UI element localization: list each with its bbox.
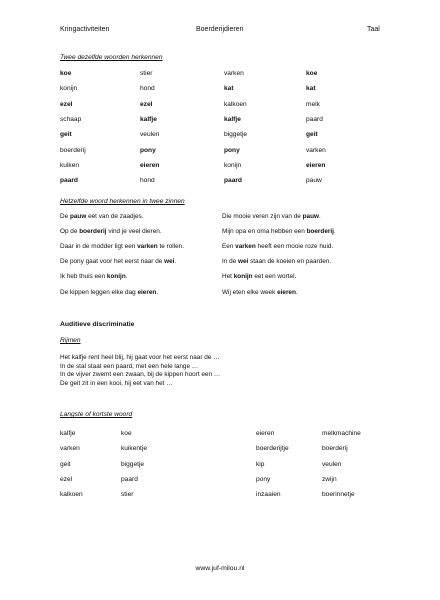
sentence-text: Op de xyxy=(60,228,80,236)
word-cell: hond xyxy=(140,177,155,185)
word-cell: pauw xyxy=(306,177,322,185)
word-row xyxy=(60,491,400,503)
word-cell: boerderij xyxy=(322,445,348,453)
sentence-left xyxy=(60,258,176,265)
highlighted-word: eieren xyxy=(277,288,296,296)
section-title-same-words: Twee dezelfde woorden herkennen xyxy=(60,54,163,61)
sentence-text: De kippen leggen elke dag xyxy=(60,288,138,296)
word-cell: schaap xyxy=(60,115,82,123)
sentence-left xyxy=(60,228,162,235)
section-title-auditory: Auditieve discriminatie xyxy=(60,321,135,328)
highlighted-word: wei xyxy=(238,258,249,266)
sentence-text: Die mooie veren zijn van de xyxy=(222,213,303,220)
sentence-text: . xyxy=(125,273,128,281)
word-cell: biggetje xyxy=(224,131,248,139)
sentence-text: . xyxy=(318,213,321,220)
word-row xyxy=(60,147,400,159)
footer-url: www.juf-milou.nl xyxy=(195,565,245,572)
sentence-text: Wij eten elke week xyxy=(222,288,278,296)
rhyme-line: De geit zit in een kooi, hij eet van het … xyxy=(60,379,173,387)
rhyme-line: In de stal staat een paard, met een hele lange … xyxy=(60,362,199,370)
word-cell: boerderijtje xyxy=(256,445,289,453)
word-cell: eieren xyxy=(256,430,275,437)
word-row xyxy=(60,461,400,473)
sentence-text: Ik heb thuis een xyxy=(60,273,107,281)
sentence-left xyxy=(60,273,128,280)
word-cell: hond xyxy=(140,85,155,93)
highlighted-word: varken xyxy=(235,243,256,251)
word-cell: kat xyxy=(224,85,234,93)
word-cell: geit xyxy=(60,131,72,139)
sentence-text: . xyxy=(174,258,177,266)
sentence-text: . xyxy=(295,288,298,296)
word-cell: veulen xyxy=(322,460,342,468)
word-cell: kip xyxy=(256,460,265,468)
sentence-left xyxy=(60,213,144,220)
rhyme-line: Het kalfje rent heel blij, hij gaat voor het eerst naar de … xyxy=(60,354,220,361)
sentence-text: te rollen. xyxy=(157,243,184,251)
sentence-text: heeft een mooie roze huid. xyxy=(255,243,334,251)
word-cell: stier xyxy=(140,70,153,77)
sentence-text: vind je veel dieren. xyxy=(106,228,162,236)
word-cell: kat xyxy=(306,85,316,93)
section-subtitle-rhyme: Rijmen xyxy=(60,337,81,344)
word-row xyxy=(60,445,400,457)
header-left: Kringactiviteiten xyxy=(60,26,110,33)
sentence-right xyxy=(222,289,298,296)
sentence-right xyxy=(222,243,333,250)
word-row xyxy=(60,162,400,174)
word-row xyxy=(60,131,400,143)
word-cell: ezel xyxy=(60,475,73,483)
word-row xyxy=(60,476,400,488)
word-cell: paard xyxy=(224,177,242,185)
word-cell: kuiken xyxy=(60,161,80,169)
word-cell: kalfje xyxy=(60,430,76,437)
word-cell: kalkoen xyxy=(60,491,83,499)
word-cell: geit xyxy=(60,460,71,468)
sentence-text: Daar in de modder ligt een xyxy=(60,243,138,251)
word-cell: biggetje xyxy=(121,460,145,468)
word-cell: inzaaien xyxy=(256,491,281,499)
word-cell: konijn xyxy=(224,161,242,169)
sentence-right xyxy=(222,213,321,220)
highlighted-word: varken xyxy=(137,243,158,251)
word-cell: pony xyxy=(224,146,240,154)
word-cell: pony xyxy=(140,146,156,154)
sentence-left xyxy=(60,289,158,296)
word-cell: ezel xyxy=(140,100,153,108)
word-cell: konijn xyxy=(60,85,78,93)
sentence-text: Mijn opa en oma hebben een xyxy=(222,228,307,236)
word-row xyxy=(60,430,400,442)
word-row xyxy=(60,70,400,82)
word-cell: varken xyxy=(306,146,326,154)
sentence-left xyxy=(60,243,184,250)
sentence-text: De pony gaat voor het eerst naar de xyxy=(60,258,165,266)
highlighted-word: konijn xyxy=(233,273,253,281)
word-row xyxy=(60,177,400,189)
word-cell: pony xyxy=(256,475,271,483)
sentence-right xyxy=(222,228,336,235)
word-cell: koe xyxy=(306,70,318,77)
word-cell: melkmachine xyxy=(322,430,361,437)
word-cell: paard xyxy=(306,115,323,123)
word-row xyxy=(60,85,400,97)
sentence-text: eet een wortel. xyxy=(252,273,297,281)
highlighted-word: boerderij xyxy=(306,228,334,236)
sentence-text: . xyxy=(333,228,336,236)
highlighted-word: wei xyxy=(164,258,175,266)
word-cell: ezel xyxy=(60,100,73,108)
word-cell: eieren xyxy=(306,161,326,169)
word-row xyxy=(60,101,400,113)
word-cell: melk xyxy=(306,100,320,108)
word-row xyxy=(60,116,400,128)
highlighted-word: eieren xyxy=(137,288,157,296)
highlighted-word: pauw xyxy=(302,213,319,220)
word-cell: zwijn xyxy=(322,475,337,483)
header-right: Taal xyxy=(367,26,380,33)
sentence-text: Het xyxy=(222,273,234,281)
sentence-text: In de xyxy=(222,258,238,266)
word-cell: geit xyxy=(306,131,318,139)
highlighted-word: konijn xyxy=(106,273,126,281)
section-title-longest-shortest: Langste of kortste woord xyxy=(60,411,133,418)
highlighted-word: pauw xyxy=(69,213,87,220)
header-title: Boerderijdieren xyxy=(196,26,244,33)
sentence-text: Een xyxy=(222,243,236,251)
highlighted-word: boerderij xyxy=(79,228,107,236)
sentence-text: eet van de zaadjes. xyxy=(86,213,144,220)
rhyme-lines xyxy=(60,354,220,388)
word-cell: varken xyxy=(224,70,244,77)
word-cell: stier xyxy=(121,491,134,499)
sentence-text: staan de koeien en paarden. xyxy=(248,258,332,266)
word-cell: kalfje xyxy=(140,115,157,123)
word-cell: veulen xyxy=(140,131,160,139)
word-cell: kuikentje xyxy=(121,445,148,453)
word-cell: paard xyxy=(121,475,138,483)
sentence-text: . xyxy=(156,288,159,296)
section-title-same-word-sentences: Hetzelfde woord herkennen in twee zinnen xyxy=(60,198,185,205)
rhyme-line: In de vijver zwemt een zwaan, bij de kippen hoort een … xyxy=(60,371,221,379)
word-cell: eieren xyxy=(140,161,160,169)
word-cell: kalkoen xyxy=(224,100,247,108)
sentence-text: De xyxy=(60,213,70,220)
word-cell: varken xyxy=(60,445,80,453)
sentence-right xyxy=(222,258,331,265)
word-cell: kalfje xyxy=(224,115,241,123)
word-cell: koe xyxy=(60,70,72,77)
word-cell: paard xyxy=(60,177,78,185)
sentence-right xyxy=(222,273,296,280)
word-cell: boerderij xyxy=(60,146,86,154)
word-cell: boerinnetje xyxy=(322,491,355,499)
word-cell: koe xyxy=(121,430,132,437)
